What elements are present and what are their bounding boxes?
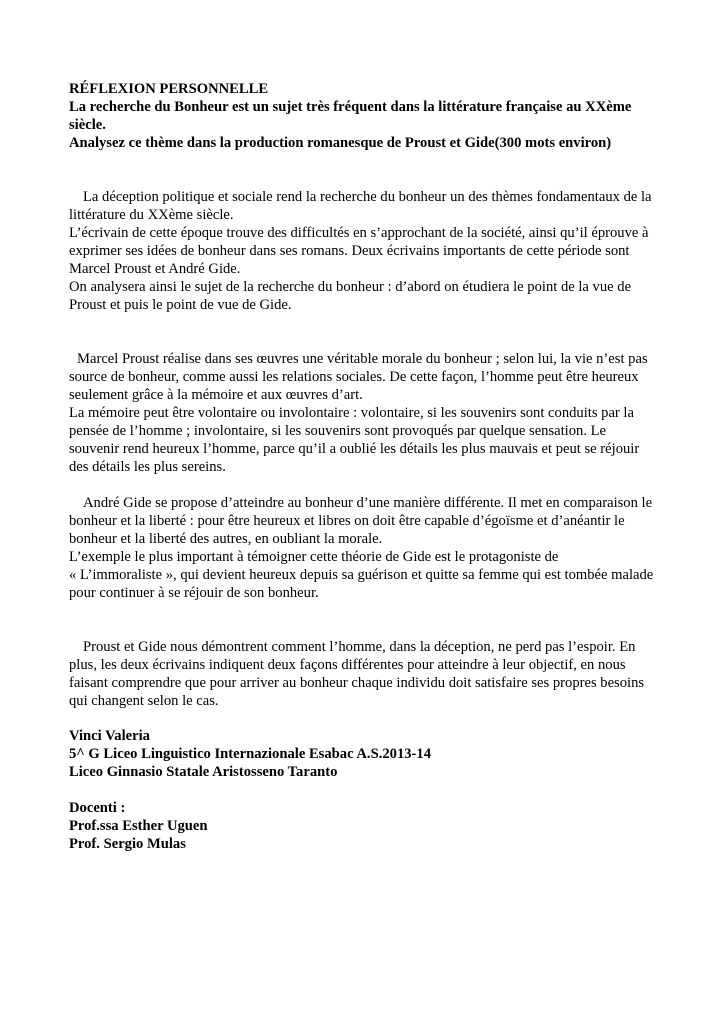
assignment-header	[69, 80, 661, 152]
text-line: Marcel Proust et André Gide.	[69, 261, 241, 277]
paragraph-proust	[69, 350, 661, 476]
text-line: faisant comprendre que pour arriver au bonheur chaque individu doit satisfaire ses propres besoins	[69, 675, 645, 691]
text-line: L’exemple le plus important à témoigner cette théorie de Gide est le protagoniste de	[69, 549, 559, 565]
text-line: exprimer ses idées de bonheur dans ses romans. Deux écrivains importants de cette période sont	[69, 243, 630, 259]
teachers-label: Docenti :	[69, 800, 126, 816]
spacer	[69, 710, 661, 727]
paragraph-gide	[69, 494, 661, 602]
text-line: source de bonheur, comme aussi les relations sociales. De cette façon, l’homme peut être heureux	[69, 369, 639, 385]
text-line: « L’immoraliste », qui devient heureux depuis sa guérison et quitte sa femme qui est tombée malade	[69, 567, 654, 583]
text-line: bonheur et la liberté : pour être heureux et libres on doit être capable d’égoïsme et d’anéantir le	[69, 513, 625, 529]
text-line: La déception politique et sociale rend la recherche du bonheur un des thèmes fondamentaux de la	[83, 189, 652, 205]
spacer	[69, 781, 661, 799]
document-title: RÉFLEXION PERSONNELLE	[69, 81, 269, 97]
school-name: Liceo Ginnasio Statale Aristosseno Taranto	[69, 764, 338, 780]
teacher-name: Prof.ssa Esther Uguen	[69, 818, 208, 834]
text-line: Proust et puis le point de vue de Gide.	[69, 297, 292, 313]
teacher-title: Prof	[69, 836, 97, 852]
text-line: L’écrivain de cette époque trouve des difficultés en s’approchant de la société, ainsi qu’il éprouve à	[69, 225, 649, 241]
text-line: littérature du XXème siècle.	[69, 207, 234, 223]
text-line: pour continuer à se réjouir de son bonheur.	[69, 585, 319, 601]
teachers-block	[69, 799, 661, 853]
class-info: 5^ G Liceo Linguistico Internazionale Esabac A.S.2013-14	[69, 746, 431, 762]
text-line: André Gide se propose d’atteindre au bonheur d’une manière différente. Il met en comparaison le	[83, 495, 653, 511]
text-line: seulement grâce à la mémoire et aux œuvres d’art.	[69, 387, 363, 403]
teacher-name	[69, 835, 661, 853]
text-line: bonheur et la liberté des autres, en oubliant la morale.	[69, 531, 383, 547]
author-name: Vinci Valeria	[69, 728, 150, 744]
spacer	[69, 602, 661, 638]
teacher-surname: . Sergio Mulas	[96, 836, 186, 852]
text-line: plus, les deux écrivains indiquent deux façons différentes pour atteindre à leur objectif, en nous	[69, 657, 626, 673]
text-line: des détails les plus sereins.	[69, 459, 226, 475]
paragraph-introduction	[69, 188, 661, 314]
text-line: Proust et Gide nous démontrent comment l’homme, dans la déception, ne perd pas l’espoir. En	[83, 639, 636, 655]
spacer	[69, 152, 661, 188]
document-page	[69, 80, 661, 853]
prompt-line: siècle.	[69, 117, 106, 133]
prompt-line: La recherche du Bonheur est un sujet très fréquent dans la littérature française au XXème	[69, 99, 632, 115]
text-line: qui changent selon le cas.	[69, 693, 219, 709]
text-line: Marcel Proust réalise dans ses œuvres une véritable morale du bonheur ; selon lui, la vie n’est pas	[77, 351, 648, 367]
spacer	[69, 476, 661, 494]
prompt-line: Analysez ce thème dans la production romanesque de Proust et Gide(300 mots environ)	[69, 135, 612, 151]
text-line: On analysera ainsi le sujet de la recherche du bonheur : d’abord on étudiera le point de la vue de	[69, 279, 632, 295]
spacer	[69, 314, 661, 350]
text-line: pensée de l’homme ; involontaire, si les souvenirs sont provoqués par quelque sensation. Le	[69, 423, 607, 439]
text-line: La mémoire peut être volontaire ou involontaire : volontaire, si les souvenirs sont conduits par la	[69, 405, 634, 421]
signature-block	[69, 727, 661, 781]
paragraph-conclusion	[69, 638, 661, 710]
text-line: souvenir rend heureux l’homme, parce qu’il a oublié les détails les plus mauvais et peut se réjouir	[69, 441, 640, 457]
